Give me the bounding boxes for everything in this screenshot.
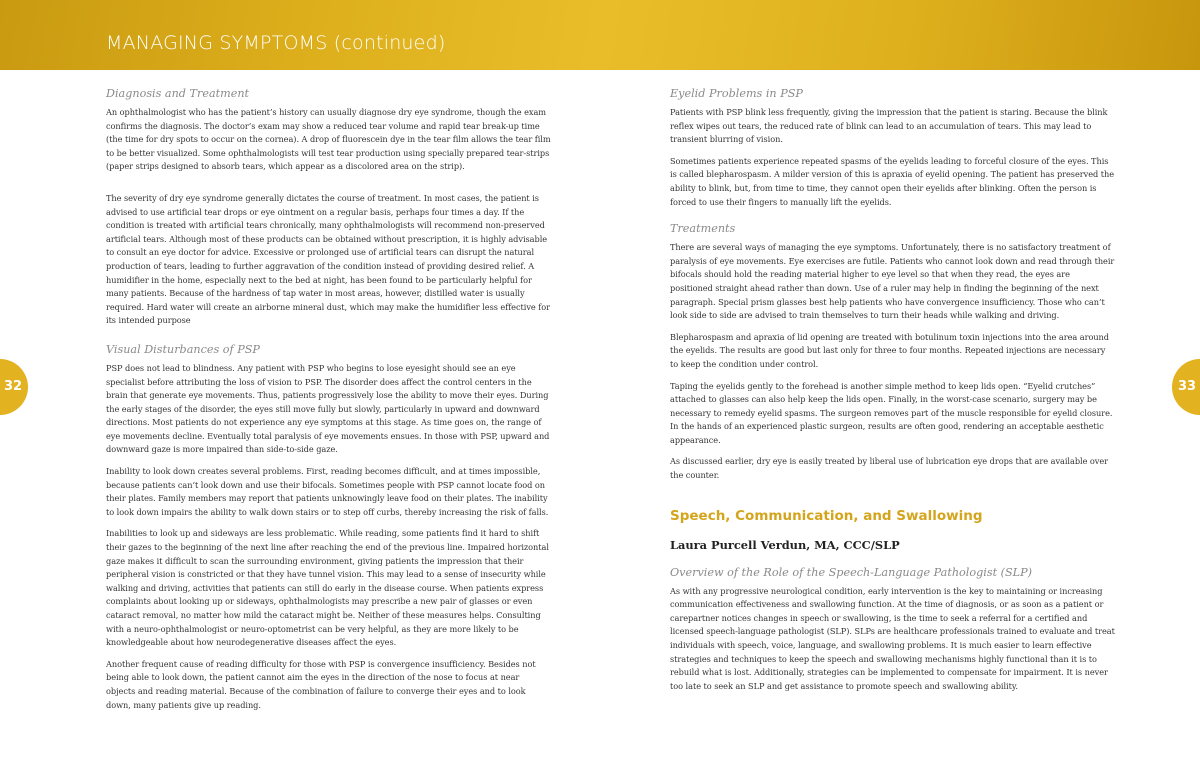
diagnosis-heading: Diagnosis and Treatment <box>106 87 250 100</box>
speech-section-heading: Speech, Communication, and Swallowing <box>670 507 983 524</box>
page-number-left <box>0 359 28 415</box>
slp-overview-heading: Overview of the Role of the Speech-Language Pathologist (SLP) <box>670 565 1032 579</box>
treatments-paragraph-3: Taping the eyelids gently to the forehead is another simple method to keep lids open. “Eyelid crutches” attached to glasses can also help keep the lids open. Finally, in the worst-case scenario, surgery may be necessary to remedy eyelid spasms. The surgeon removes part of the muscle responsible for eyelid closure. In the hands of an experienced plastic surgeon, results are often good, rendering an acceptable aesthetic appearance. <box>670 380 1113 445</box>
treatments-heading: Treatments <box>670 222 736 236</box>
header-banner <box>0 0 1200 70</box>
page-number-left-label: 32 <box>3 379 23 394</box>
left-page-column <box>106 86 551 720</box>
treatments-paragraph-2: Blepharospasm and apraxia of lid opening are treated with botulinum toxin injections into the area around the eyelids. The results are good but last only for three to four months. Repeated injections are necessary to keep the condition under control. <box>670 331 1109 369</box>
right-page-column <box>670 86 1115 701</box>
visual-paragraph-4: Another frequent cause of reading difficulty for those with PSP is convergence insufficiency. Besides not being able to look down, the patient cannot aim the eyes in the direction of the nose to focus at near objects and reading material. Because of the combination of failure to converge their eyes and to look down, many patients give up reading. <box>106 658 536 710</box>
diagnosis-paragraph-1: An ophthalmologist who has the patient’s history can usually diagnose dry eye syndrome, though the exam confirms the diagnosis. The doctor’s exam may show a reduced tear volume and rapid tear break-up time (the time for dry spots to occur on the cornea). A drop of fluorescein dye in the tear film allows the tear film to be better visualized. Some ophthalmologists will test tear production using specially prepared tear-strips (paper strips designed to absorb tears, which appear as a discolored area on the strip). <box>106 107 551 172</box>
diagnosis-paragraph-2: The severity of dry eye syndrome generally dictates the course of treatment. In most cases, the patient is advised to use artificial tear drops or eye ointment on a regular basis, perhaps four times a day. If the condition is treated with artificial tears chronically, many ophthalmologists will recommend non-preserved artificial tears. Although most of these products can be obtained without prescription, it is highly advisable to consult an eye doctor for advice. Excessive or prolonged use of artificial tears can disrupt the natural production of tears, leading to further aggravation of the condition instead of providing desired relief. A humidifier in the home, especially next to the bed at night, has been found to be particularly helpful for many patients. Because of the hardness of tap water in most areas, however, distilled water is usually required. Hard water will create an airborne mineral dust, which may make the humidifier less effective for its intended purpose <box>106 192 550 326</box>
visual-paragraph-1: PSP does not lead to blindness. Any patient with PSP who begins to lose eyesight should see an eye specialist before attributing the loss of vision to PSP. The disorder does affect the control centers in the brain that generate eye movements. Thus, patients progressively lose the ability to move their eyes. During the early stages of the disorder, the eyes still move fully but slowly, particularly in upward and downward directions. Most patients do not experience any eye symptoms at this stage. As time goes on, the range of eye movements decline. Eventually total paralysis of eye movements ensues. In those with PSP, upward and downward gaze is more impaired than side-to-side gaze. <box>106 362 550 455</box>
visual-paragraph-3: Inabilities to look up and sideways are less problematic. While reading, some patients find it hard to shift their gazes to the beginning of the next line after reaching the end of the previous line. Impaired horizontal gaze makes it difficult to scan the surrounding environment, giving patients the impression that their peripheral vision is constricted or that they have tunnel vision. This may lead to a sense of insecurity while walking and driving, activities that patients can still do early in the disease course. When patients express complaints about looking up or sideways, ophthalmologists may prescribe a new pair of glasses or even cataract removal, no matter how mild the cataract might be. Neither of these measures helps. Consulting with a neuro-ophthalmologist or neuro-optometrist can be very helpful, as they are more likely to be knowledgeable about how neurodegenerative diseases affect the eyes. <box>106 528 549 648</box>
treatments-paragraph-1: There are several ways of managing the eye symptoms. Unfortunately, there is no satisfactory treatment of paralysis of eye movements. Eye exercises are futile. Patients who cannot look down and read through their bifocals should hold the reading material higher to eye level so that when they read, the eyes are positioned straight ahead rather than down. Use of a ruler may help in finding the beginning of the next paragraph. Special prism glasses best help patients who have convergence insufficiency. Those who can’t look side to side are advised to train themselves to turn their heads while walking and driving. <box>670 242 1115 321</box>
visual-disturbances-heading: Visual Disturbances of PSP <box>106 342 260 356</box>
page-number-right-label: 33 <box>1177 379 1197 394</box>
eyelid-problems-heading: Eyelid Problems in PSP <box>670 87 803 100</box>
section-author: Laura Purcell Verdun, MA, CCC/SLP <box>670 537 900 552</box>
eyelid-paragraph-1: Patients with PSP blink less frequently, giving the impression that the patient is staring. Because the blink reflex wipes out tears, the reduced rate of blink can lead to an accumulation of tears. This may lead to transient blurring of vision. <box>670 107 1108 145</box>
visual-paragraph-2: Inability to look down creates several problems. First, reading becomes difficult, and at times impossible, because patients can’t look down and use their bifocals. Sometimes people with PSP cannot locate food on their plates. Family members may report that patients unknowingly leave food on their plates. The inability to look down impairs the ability to walk down stairs or to step off curbs, thereby increasing the risk of falls. <box>106 466 549 517</box>
treatments-paragraph-4: As discussed earlier, dry eye is easily treated by liberal use of lubrication eye drops that are available over the counter. <box>670 456 1109 481</box>
speech-paragraph-1: As with any progressive neurological condition, early intervention is the key to maintaining or increasing communication effectiveness and swallowing function. At the time of diagnosis, or as soon as a patient or carepartner notices changes in speech or swallowing, is the time to seek a referral for a certified and licensed speech-language pathologist (SLP). SLPs are healthcare professionals trained to evaluate and treat individuals with speech, voice, language, and swallowing problems. It is much easier to learn effective strategies and techniques to keep the speech and swallowing mechanisms highly functional than it is to rebuild what is lost. Additionally, strategies can be implemented to compensate for impairment. It is never too late to seek an SLP and get assistance to promote speech and swallowing ability. <box>670 585 1115 691</box>
page-number-right <box>1172 359 1200 415</box>
page-header-title: MANAGING SYMPTOMS (continued) <box>106 32 446 54</box>
eyelid-paragraph-2: Sometimes patients experience repeated spasms of the eyelids leading to forceful closure of the eyes. This is called blepharospasm. A milder version of this is apraxia of eyelid opening. The patient has preserved the ability to blink, but, from time to time, they cannot open their eyelids after blinking. Often the person is forced to use their fingers to manually lift the eyelids. <box>670 155 1114 207</box>
